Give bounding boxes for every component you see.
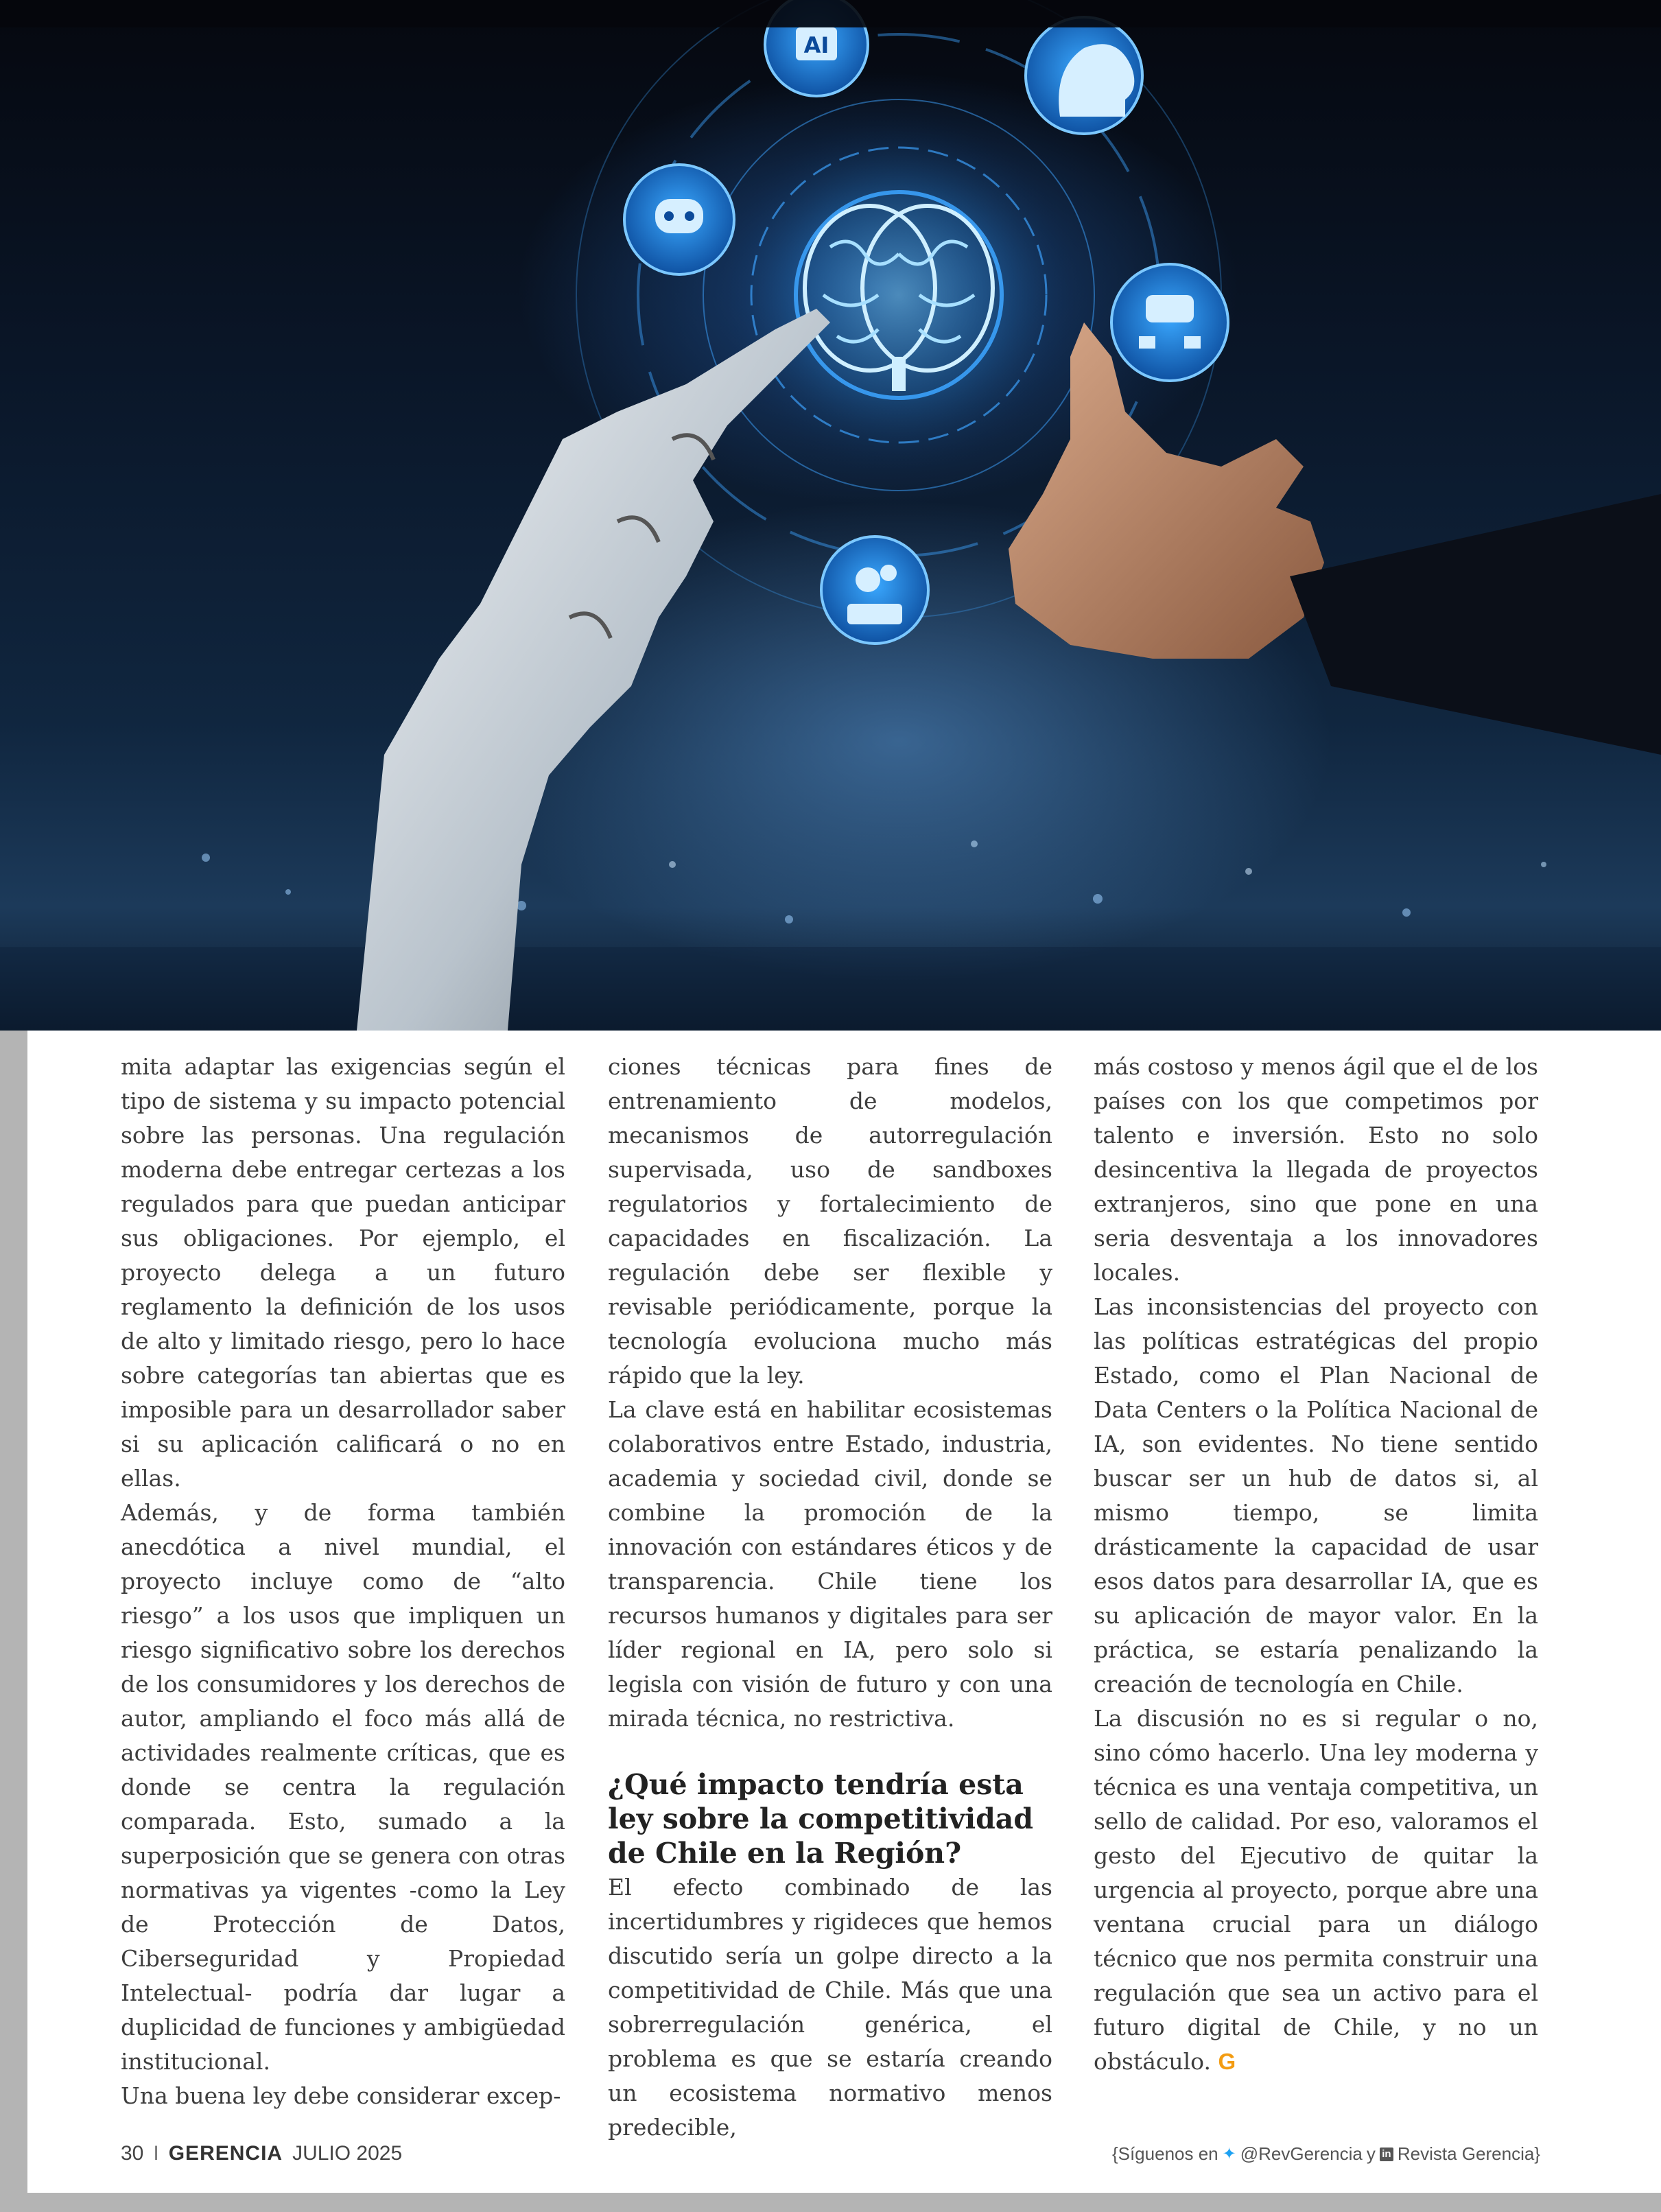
twitter-handle[interactable]: @RevGerencia	[1240, 2143, 1363, 2164]
paragraph: El efecto combinado de las incertidumbres y rigideces que hemos discutido sería un golpe directo a la competitividad de Chile. Más que una sobrerregulación genérica, el problema es que se estaría creando un ecosistema normativo menos predecible,	[608, 1874, 1052, 2141]
paragraph: Las inconsistencias del proyecto con las políticas estratégicas del propio Estado, como el Plan Nacional de Data Centers o la Política Nacional de IA, son evidentes. No tiene sentido buscar ser un hub de datos si, al mismo tiempo, se limita drásticamente la capacidad de usar esos datos para desarrollar IA, que es su aplicación de mayor valor. En la práctica, se estaría penalizando la creación de tecnología en Chile.	[1094, 1293, 1538, 1697]
article-column-3	[1094, 1050, 1538, 2079]
section-heading: ¿Qué impacto tendría esta ley sobre la competitividad de Chile en la Región?	[608, 1768, 1034, 1870]
paragraph: Además, y de forma también anecdótica a nivel mundial, el proyecto incluye como de “alto riesgo” a los usos que impliquen un riesgo significativo sobre los derechos de los consumidores y los derechos de autor, ampliando el foco más allá de actividades realmente críticas, que es donde se centra la regulación comparada. Esto, sumado a la superposición que se genera con otras normativas ya vigentes -como la Ley de Protección de Datos, Ciberseguridad y Propiedad Intelectual- podría dar lugar a duplicidad de funciones y ambigüedad institucional.	[121, 1499, 565, 2075]
folio-separator: I	[153, 2142, 159, 2165]
paragraph: Una buena ley debe considerar excep-	[121, 2082, 561, 2109]
issue-date: JULIO 2025	[292, 2142, 403, 2165]
paragraph: ciones técnicas para fines de entrenamiento de modelos, mecanismos de autorregulación supervisada, uso de sandboxes regulatorios y fortalecimiento de capacidades en fiscalización. La regulación debe ser flexible y revisable periódicamente, porque la tecnología evoluciona mucho más rápido que la ley.	[608, 1053, 1052, 1389]
follow-prefix: {Síguenos en	[1111, 2143, 1218, 2164]
footer-folio	[121, 2142, 402, 2165]
paragraph: mita adaptar las exigencias según el tipo de sistema y su impacto potencial sobre las personas. Una regulación moderna debe entregar certezas a los regulados para que puedan anticipar sus obligaciones. Por ejemplo, el proyecto delega a un futuro reglamento la definición de los usos de alto y limitado riesgo, pero lo hace sobre categorías tan abiertas que es imposible para un desarrollador saber si su aplicación calificará o no en ellas.	[121, 1053, 565, 1492]
end-mark-icon: G	[1218, 2049, 1236, 2074]
closing-paragraph	[1094, 1702, 1538, 2079]
hero-illustration	[0, 0, 1661, 1031]
bottom-margin-strip	[0, 2193, 1661, 2212]
robot-hand	[357, 309, 830, 1031]
social-follow	[1112, 2143, 1540, 2165]
human-hand	[1009, 322, 1661, 755]
linkedin-name[interactable]: Revista Gerencia}	[1397, 2143, 1540, 2164]
linkedin-icon: in	[1380, 2148, 1393, 2161]
paragraph: más costoso y menos ágil que el de los países con los que competimos por talento e inversión. Esto no solo desincentiva la llegada de proyectos extranjeros, sino que pone en una seria desventaja a los innovadores locales.	[1094, 1053, 1538, 1286]
connector-word: y	[1366, 2143, 1376, 2164]
hero-image	[0, 0, 1661, 1031]
ai-badge-text: AI	[803, 32, 829, 58]
article-column-1	[121, 1050, 565, 2113]
page-number: 30	[121, 2142, 144, 2165]
city-lights	[0, 820, 1661, 1031]
twitter-bird-icon: ✦	[1222, 2145, 1236, 2163]
paragraph: La clave está en habilitar ecosistemas colaborativos entre Estado, industria, academia y sociedad civil, donde se combine la promoción de la innovación con estándares éticos y de transparencia. Chile tiene los recursos humanos y digitales para ser líder regional en IA, pero solo si legisla con visión de futuro y con una mirada técnica, no restrictiva.	[608, 1396, 1052, 1732]
closing-text: La discusión no es si regular o no, sino cómo hacerlo. Una ley moderna y técnica es una ventaja competitiva, un sello de calidad. Por eso, valoramos el gesto del Ejecutivo de quitar la urgencia al proyecto, porque abre una ventana crucial para un diálogo técnico que nos permita construir una regulación que sea un activo para el futuro digital de Chile, y no un obstáculo.	[1094, 1705, 1538, 2075]
magazine-name: GERENCIA	[168, 2142, 283, 2165]
article-column-2	[608, 1050, 1052, 2145]
